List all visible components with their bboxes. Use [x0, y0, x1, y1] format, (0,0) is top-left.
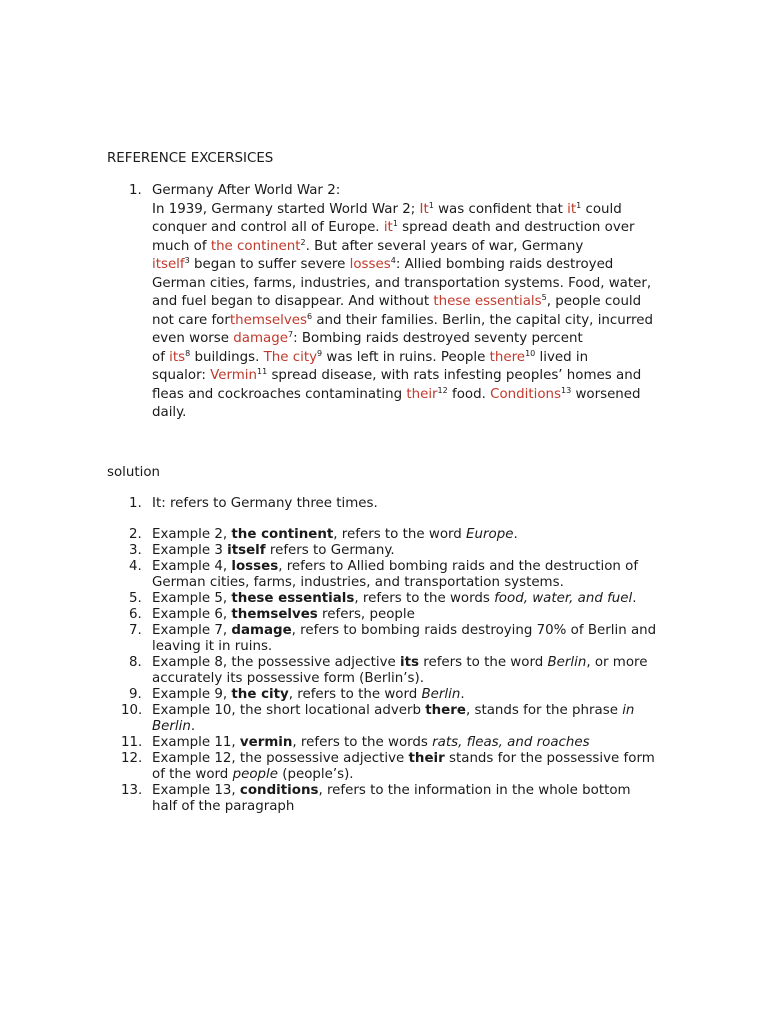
reference-word: themselves	[229, 312, 307, 328]
reference-superscript: 5	[541, 293, 547, 302]
reference-word: Vermin	[210, 368, 258, 383]
text-run: Example 9,	[152, 687, 232, 702]
reference-word: Conditions	[490, 386, 561, 402]
text-run: Example 4,	[152, 559, 232, 574]
reference-superscript: 11	[257, 367, 268, 376]
text-run: , refers to the word	[288, 687, 422, 702]
page-heading: REFERENCE EXCERSICES	[107, 151, 274, 166]
solution-text	[152, 607, 682, 623]
reference-superscript: 1	[392, 219, 398, 228]
text-run: : Bombing raids destroyed seventy percent	[293, 331, 583, 346]
text-run: , refers to bombing raids destroying 70% of Berlin and	[291, 623, 657, 638]
key-term: these essentials	[231, 591, 355, 606]
solution-text	[152, 655, 682, 671]
exercise-line	[152, 386, 672, 405]
solution-text	[152, 623, 682, 639]
list-number: 7.	[129, 623, 142, 638]
text-run: of	[152, 349, 170, 365]
text-run: conquer and control all of Europe.	[152, 220, 384, 235]
referent: people	[232, 767, 278, 782]
reference-word: damage	[233, 331, 288, 346]
text-run: and fuel began to disappear. And without	[152, 294, 434, 309]
referent: Europe	[466, 527, 514, 542]
list-number: 12.	[121, 751, 143, 766]
text-run: fleas and cockroaches contaminating	[152, 386, 407, 402]
solution-text: leaving it in ruins.	[152, 639, 273, 654]
text-run: could	[581, 201, 622, 217]
text-run: Example 3	[152, 543, 228, 558]
solution-text	[152, 735, 682, 751]
list-number: 9.	[129, 687, 142, 702]
list-number: 5.	[129, 591, 142, 606]
solution-text: German cities, farms, industries, and transportation systems.	[152, 575, 564, 590]
text-run: squalor:	[152, 368, 211, 383]
reference-word: itself	[152, 257, 185, 272]
solution-text	[152, 591, 682, 607]
text-run: Example 5,	[152, 591, 232, 606]
key-term: losses	[231, 559, 279, 574]
list-number: 13.	[121, 783, 143, 798]
text-run: , stands for the phrase	[465, 703, 623, 718]
text-run: Example 10, the short locational adverb	[152, 703, 426, 718]
solution-text: half of the paragraph	[152, 799, 295, 814]
solution-text	[152, 751, 682, 767]
text-run: Example 2,	[152, 527, 232, 542]
text-run: Example 7,	[152, 623, 232, 638]
solution-text	[152, 687, 682, 703]
text-run: , refers to the words	[292, 735, 433, 750]
text-run: of the word	[152, 767, 233, 782]
solution-text	[152, 767, 682, 783]
text-run: Example 8, the possessive adjective	[152, 655, 401, 670]
exercise-line	[152, 349, 672, 368]
text-run: .	[190, 719, 196, 734]
reference-superscript: 6	[306, 311, 313, 321]
reference-word: their	[406, 386, 438, 402]
exercise-line	[152, 201, 672, 220]
text-run: , refers to the words	[354, 591, 495, 606]
solution-text	[152, 543, 682, 559]
text-run: . But after several years of war, Germany	[305, 238, 584, 254]
referent: Berlin	[152, 719, 191, 734]
exercise-line	[152, 330, 672, 349]
exercise-line	[152, 219, 672, 238]
text-run: Example 12, the possessive adjective	[152, 751, 409, 766]
text-run: began to suffer severe	[189, 257, 350, 272]
text-run: worsened	[571, 386, 641, 402]
text-run: refers, people	[317, 607, 415, 622]
exercise-line	[152, 312, 672, 331]
reference-superscript: 7	[287, 330, 294, 339]
exercise-line: daily.	[152, 405, 187, 420]
exercise-paragraph	[152, 182, 672, 423]
solution-text: It: refers to Germany three times.	[152, 496, 378, 511]
key-term: conditions	[239, 783, 319, 798]
text-run: .	[460, 687, 465, 702]
list-number: 1.	[129, 496, 142, 511]
text-run: Example 11,	[152, 735, 240, 750]
text-run: In 1939, Germany started World War 2;	[152, 201, 420, 217]
solution-text: accurately its possessive form (Berlin’s).	[152, 671, 424, 686]
list-number: 4.	[129, 559, 142, 574]
reference-word: it	[567, 201, 577, 217]
key-term: itself	[227, 543, 266, 558]
key-term: the city	[231, 687, 289, 702]
exercise-title: Germany After World War 2:	[152, 183, 341, 198]
key-term: their	[408, 751, 445, 766]
exercise-line	[152, 293, 672, 312]
reference-word: it	[383, 220, 393, 235]
text-run: (people’s).	[277, 767, 354, 782]
text-run: .	[632, 591, 637, 606]
list-number: 11.	[121, 735, 143, 750]
text-run: , refers to the word	[333, 527, 467, 542]
text-run: refers to Germany.	[265, 543, 395, 558]
referent: in	[622, 703, 635, 718]
exercise-line	[152, 238, 672, 257]
text-run: , refers to Allied bombing raids and the destruction of	[278, 559, 639, 574]
text-run: refers to the word	[418, 655, 548, 670]
referent: Berlin	[547, 655, 587, 670]
reference-word: these essentials	[433, 294, 542, 309]
reference-word: there	[489, 349, 526, 365]
reference-superscript: 4	[390, 256, 396, 265]
reference-superscript: 1	[576, 200, 582, 210]
key-term: there	[425, 703, 466, 718]
reference-word: the continent	[210, 238, 301, 254]
key-term: damage	[231, 623, 292, 638]
reference-superscript: 12	[437, 385, 448, 395]
list-number: 10.	[121, 703, 143, 718]
exercise-number: 1.	[129, 183, 142, 198]
reference-superscript: 3	[184, 256, 190, 265]
text-run: , or more	[586, 655, 648, 670]
text-run: : Allied bombing raids destroyed	[395, 257, 614, 272]
text-run: buildings.	[190, 349, 264, 365]
exercise-line: German cities, farms, industries, and transportation systems. Food, water,	[152, 275, 652, 291]
text-run: even worse	[152, 331, 234, 346]
text-run: , people could	[546, 294, 642, 309]
text-run: spread death and destruction over	[397, 220, 635, 235]
list-number: 8.	[129, 655, 142, 670]
solution-text	[152, 703, 682, 719]
text-run: stands for the possessive form	[444, 751, 655, 766]
text-run: was confident that	[433, 201, 568, 217]
text-run: food.	[447, 386, 491, 402]
solution-text	[152, 527, 682, 543]
reference-word: losses	[349, 257, 391, 272]
reference-word: its	[169, 349, 186, 365]
reference-word: It	[419, 201, 429, 217]
reference-superscript: 13	[561, 385, 572, 395]
referent: rats, fleas, and roaches	[432, 735, 590, 750]
key-term: the continent	[231, 527, 334, 542]
text-run: spread disease, with rats infesting peoples’ homes and	[267, 368, 642, 383]
list-number: 2.	[129, 527, 142, 542]
referent: Berlin	[421, 687, 461, 702]
text-run: Example 13,	[152, 783, 240, 798]
exercise-line	[152, 367, 672, 386]
list-number: 6.	[129, 607, 142, 622]
solution-text	[152, 783, 682, 799]
referent: food, water, and fuel	[494, 591, 633, 606]
text-run: Example 6,	[152, 607, 232, 622]
key-term: its	[400, 655, 419, 670]
reference-superscript: 10	[525, 348, 536, 358]
exercise-line	[152, 256, 672, 275]
text-run: much of	[152, 238, 211, 254]
text-run: lived in	[535, 349, 589, 365]
key-term: themselves	[231, 607, 318, 622]
text-run: not care for	[152, 312, 230, 328]
text-run: .	[513, 527, 518, 542]
reference-superscript: 9	[317, 348, 323, 358]
reference-superscript: 1	[428, 200, 434, 210]
text-run: was left in ruins. People	[322, 349, 490, 365]
list-number: 3.	[129, 543, 142, 558]
solution-text	[152, 559, 682, 575]
text-run: and their families. Berlin, the capital city, incurred	[312, 312, 653, 328]
reference-superscript: 2	[300, 237, 306, 247]
key-term: vermin	[239, 735, 293, 750]
reference-superscript: 8	[185, 348, 191, 358]
reference-word: The city	[263, 349, 318, 365]
text-run: , refers to the information in the whole bottom	[318, 783, 631, 798]
solution-heading: solution	[107, 465, 161, 480]
solution-text	[152, 719, 682, 735]
